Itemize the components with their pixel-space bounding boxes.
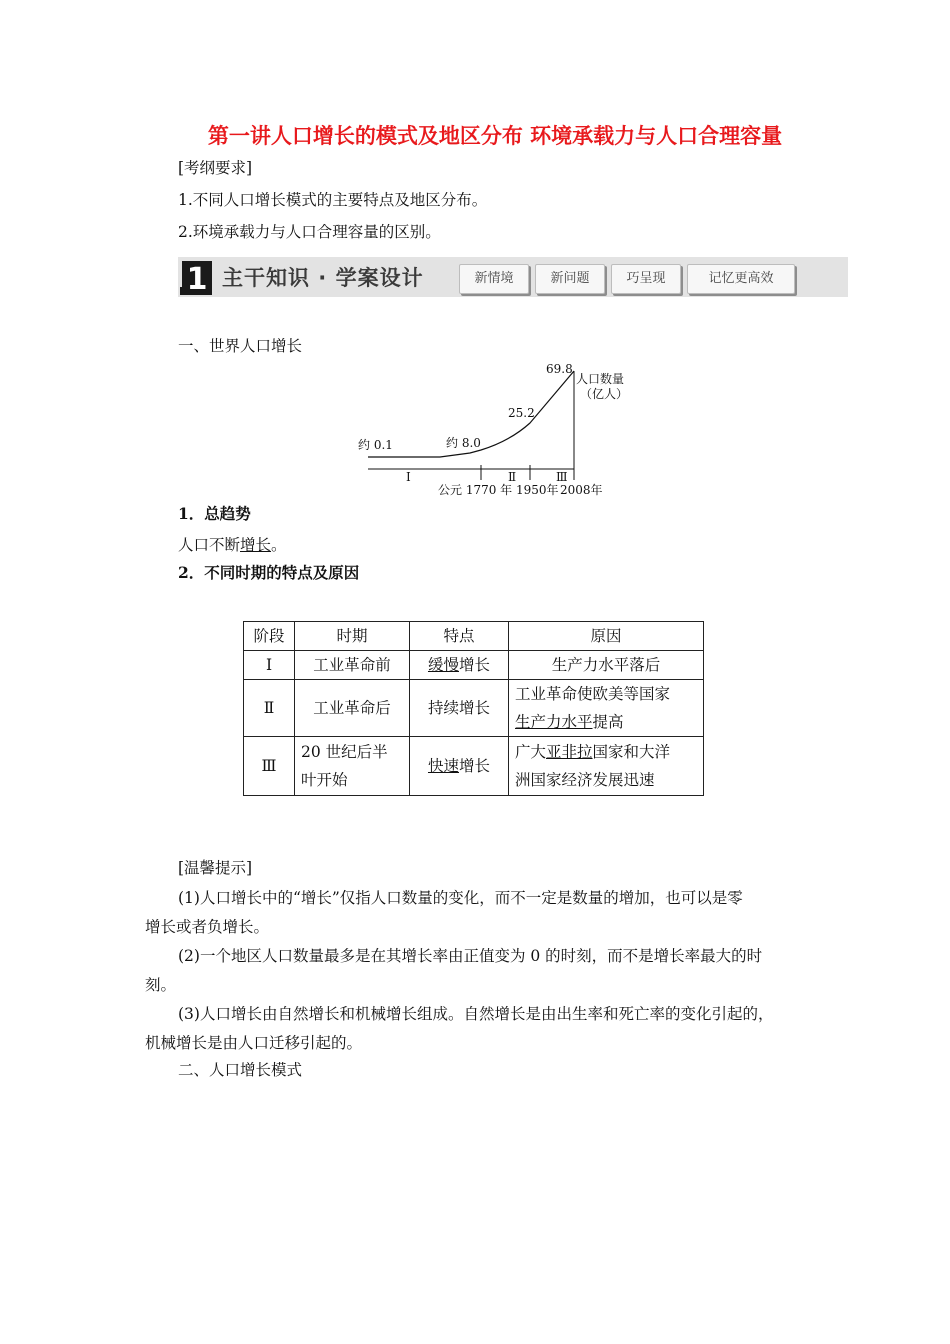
- y-axis-label-line-1: 人口数量: [576, 372, 625, 386]
- syllabus-item-1: 1.不同人口增长模式的主要特点及地区分布。: [178, 191, 488, 209]
- stage-cell: Ⅰ: [244, 651, 295, 680]
- feature-keyword: 缓慢: [427, 656, 459, 674]
- reason-rest: 提高: [592, 713, 624, 731]
- tip-1-line-2: 增长或者负增长。: [145, 918, 270, 936]
- point-label-3: 69.8: [546, 362, 573, 376]
- stage-label-1: Ⅰ: [406, 470, 411, 484]
- syllabus-heading: [考纲要求]: [178, 159, 253, 177]
- table-header-cell: 特点: [410, 622, 509, 651]
- tip-2-line-1: (2)一个地区人口数量最多是在其增长率由正值变为 0 的时刻，而不是增长率最大的时: [178, 947, 763, 965]
- banner-title: 主干知识 · 学案设计: [222, 266, 424, 290]
- period-cell: 工业革命前: [295, 651, 410, 680]
- tips-heading: [温馨提示]: [178, 859, 253, 877]
- feature-keyword: 快速: [427, 757, 459, 775]
- tip-1-line-1: (1)人口增长中的“增长”仅指人口数量的变化，而不一定是数量的增加，也可以是零: [178, 889, 743, 907]
- reason-line-1: 工业革命使欧美等国家: [515, 685, 671, 703]
- feature-cell: [410, 737, 509, 796]
- stage-label-3: Ⅲ: [556, 470, 568, 484]
- reason-text-a: 广大: [515, 743, 547, 761]
- tip-3-line-2: 机械增长是由人口迁移引起的。: [145, 1034, 363, 1052]
- feature-rest: 增长: [459, 757, 491, 775]
- y-axis-label-line-2: （亿人）: [580, 387, 629, 401]
- point-label-2: 25.2: [508, 406, 535, 420]
- trend-text-prefix: 人口不断: [178, 536, 241, 554]
- stage-cell: Ⅲ: [244, 737, 295, 796]
- reason-keyword: 亚非拉: [546, 743, 593, 761]
- trend-text-suffix: 。: [271, 536, 287, 554]
- stage-cell: Ⅱ: [244, 680, 295, 737]
- table-row: [244, 651, 704, 680]
- page-title: 第一讲人口增长的模式及地区分布 环境承载力与人口合理容量: [207, 123, 783, 148]
- table-row: [244, 680, 704, 737]
- point-label-1: 约 8.0: [446, 436, 481, 450]
- x-tick-1770: 公元 1770 年: [438, 483, 513, 497]
- reason-line-2: [515, 708, 697, 736]
- tip-3-line-1: (3)人口增长由自然增长和机械增长组成。自然增长是由出生率和死亡率的变化引起的，: [178, 1005, 774, 1023]
- trend-keyword: 增长: [240, 536, 272, 554]
- clever-presentation-button[interactable]: 巧呈现: [611, 264, 681, 294]
- section-2-heading: 二、人口增长模式: [178, 1061, 303, 1079]
- reason-line-1: [515, 738, 697, 766]
- table-header-cell: 阶段: [244, 622, 295, 651]
- point-label-0: 约 0.1: [358, 438, 393, 452]
- period-cell: [295, 737, 410, 796]
- section-number-badge: [180, 257, 216, 297]
- feature-cell: [410, 651, 509, 680]
- stage-label-2: Ⅱ: [508, 470, 517, 484]
- reason-cell: 生产力水平落后: [509, 651, 704, 680]
- x-tick-2008: 2008年: [560, 483, 603, 497]
- period-line-1: 20 世纪后半: [301, 743, 388, 761]
- population-growth-chart: [340, 355, 640, 505]
- section-number-text: 1: [186, 262, 208, 297]
- reason-text-b: 国家和大洋: [592, 743, 671, 761]
- section-1-heading: 一、世界人口增长: [178, 337, 303, 355]
- feature-rest: 增长: [459, 656, 491, 674]
- reason-line-2: 洲国家经济发展迅速: [515, 771, 655, 789]
- periods-heading: 2．不同时期的特点及原因: [178, 563, 360, 582]
- syllabus-item-2: 2.环境承载力与人口合理容量的区别。: [178, 223, 441, 241]
- reason-cell: [509, 680, 704, 737]
- trend-text: [178, 535, 287, 555]
- reason-cell: [509, 737, 704, 796]
- feature-cell: 持续增长: [410, 680, 509, 737]
- x-tick-1950: 1950年: [516, 483, 559, 497]
- new-question-button[interactable]: 新问题: [535, 264, 605, 294]
- table-header-cell: 时期: [295, 622, 410, 651]
- trend-heading: 1．总趋势: [178, 504, 251, 523]
- table-header-row: [244, 622, 704, 651]
- period-cell: 工业革命后: [295, 680, 410, 737]
- table-row: [244, 737, 704, 796]
- new-situation-button[interactable]: 新情境: [459, 264, 529, 294]
- tip-2-line-2: 刻。: [145, 976, 177, 994]
- efficient-memory-button[interactable]: 记忆更高效: [687, 264, 795, 294]
- period-line-2: 叶开始: [301, 771, 348, 789]
- reason-keyword: 生产力水平: [515, 713, 593, 731]
- table-header-cell: 原因: [509, 622, 704, 651]
- periods-table: [243, 621, 704, 796]
